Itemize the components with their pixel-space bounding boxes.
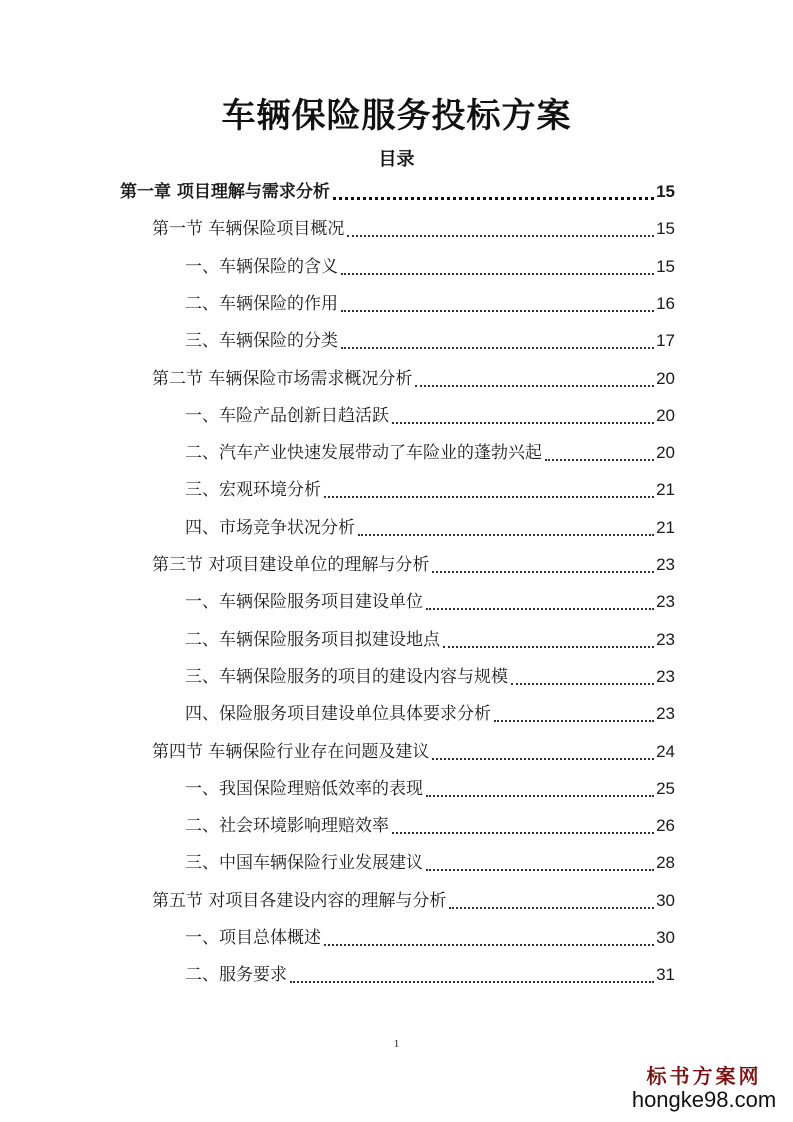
document-title: 车辆保险服务投标方案 [221,96,572,136]
toc-dot-leader [426,588,654,610]
toc-entry-label: 四、市场竞争状况分析 [185,517,355,538]
toc-entry-page: 15 [656,219,675,239]
toc-dot-leader [545,439,654,461]
toc-entry-label: 二、社会环境影响理赔效率 [185,816,389,837]
toc-dot-leader [358,514,654,536]
toc-entry[interactable] [185,663,675,691]
toc-entry-page: 16 [656,293,675,313]
toc-entry[interactable] [185,439,675,467]
toc-entry-label: 一、项目总体概述 [185,928,321,948]
toc-dot-leader [341,290,654,312]
toc-entry-label: 三、中国车辆保险行业发展建议 [185,853,423,874]
toc-entry-page: 24 [656,741,675,761]
toc-entry-page: 17 [656,331,675,351]
toc-entry[interactable] [185,290,675,318]
toc-entry[interactable] [152,365,675,393]
toc-entry-label: 二、服务要求 [185,965,287,986]
toc-dot-leader [324,476,654,498]
toc-entry-page: 23 [656,629,675,649]
toc-dot-leader [426,849,654,871]
toc-entry-label: 一、车险产品创新日趋活跃 [185,405,389,426]
toc-entry[interactable] [185,961,675,989]
toc-dot-leader [511,663,654,685]
toc-entry-label: 第三节 对项目建设单位的理解与分析 [152,555,430,575]
toc-entry[interactable] [185,327,675,355]
toc-entry[interactable] [185,812,675,840]
toc-entry-label: 第四节 车辆保险行业存在问题及建议 [152,741,430,762]
toc-dot-leader [494,700,654,722]
toc-heading: 目录 [378,149,415,170]
toc-entry-page: 20 [656,443,675,463]
toc-dot-leader [415,365,654,387]
toc-entry-label: 一、我国保险理赔低效率的表现 [185,778,423,799]
toc-entry-label: 第二节 车辆保险市场需求概况分析 [152,368,413,389]
toc-entry[interactable] [185,849,675,877]
toc-entry-label: 三、车辆保险的分类 [185,331,338,352]
toc-dot-leader [432,551,654,573]
toc-entry-page: 30 [656,890,675,910]
toc-entry-page: 23 [656,666,675,686]
toc-entry-label: 二、汽车产业快速发展带动了车险业的蓬勃兴起 [185,443,542,464]
toc-entry-label: 三、车辆保险服务的项目的建设内容与规模 [185,666,508,687]
toc-entry-label: 四、保险服务项目建设单位具体要求分析 [185,704,491,725]
toc-dot-leader [392,402,654,424]
toc-entry-page: 31 [656,965,675,985]
toc-entry-label: 三、宏观环境分析 [185,480,321,501]
toc-entry-page: 26 [656,816,675,836]
toc-entry-page: 20 [656,405,675,425]
toc-entry[interactable] [185,588,675,616]
toc-entry-label: 二、车辆保险服务项目拟建设地点 [185,629,440,650]
toc-dot-leader [290,961,654,983]
toc-dot-leader [341,253,654,275]
toc-entry-label: 一、车辆保险的含义 [185,256,338,277]
toc-dot-leader [432,738,654,760]
toc-entry[interactable] [185,924,675,952]
toc-entry[interactable] [185,476,675,504]
toc-entry[interactable] [152,551,675,579]
watermark-logo [629,1064,779,1112]
toc-entry[interactable] [185,775,675,803]
toc-entry-label: 第一章 项目理解与需求分析 [120,182,330,202]
toc-entry-page: 21 [656,517,675,537]
toc-entry-page: 20 [656,368,675,388]
toc-dot-leader [443,626,654,648]
toc-dot-leader [324,924,654,946]
toc-dot-leader [347,215,654,237]
toc-entry[interactable] [152,215,675,243]
toc-entry-label: 二、车辆保险的作用 [185,293,338,314]
toc-entry-page: 30 [656,928,675,947]
toc-entry[interactable] [152,887,675,915]
toc-entry-label: 一、车辆保险服务项目建设单位 [185,592,423,613]
watermark-url: hongke98.com [631,1087,777,1112]
toc-entry-page: 21 [656,480,675,500]
toc-entry-page: 28 [656,853,675,873]
toc-entry[interactable] [185,626,675,654]
toc-dot-leader [341,327,654,349]
toc-dot-leader [333,177,654,200]
toc-entry[interactable] [185,514,675,542]
toc-entry[interactable] [185,402,675,430]
toc-dot-leader [449,887,654,909]
toc-entry-page: 15 [656,256,675,276]
toc-entry-page: 15 [656,182,675,201]
toc-entry-label: 第五节 对项目各建设内容的理解与分析 [152,890,447,911]
toc-entry-page: 23 [656,704,675,724]
toc-entry-label: 第一节 车辆保险项目概况 [152,219,345,240]
toc-dot-leader [392,812,654,834]
toc-entry-page: 23 [656,592,675,612]
page-number: 1 [393,1038,400,1050]
toc-entry-page: 23 [656,555,675,574]
toc-entry[interactable] [185,700,675,728]
toc-dot-leader [426,775,654,797]
toc-entry-page: 25 [656,778,675,798]
toc-entry[interactable] [152,738,675,766]
toc-entry[interactable] [120,178,675,206]
watermark-name: 标书方案网 [646,1064,762,1088]
toc-entry[interactable] [185,253,675,281]
